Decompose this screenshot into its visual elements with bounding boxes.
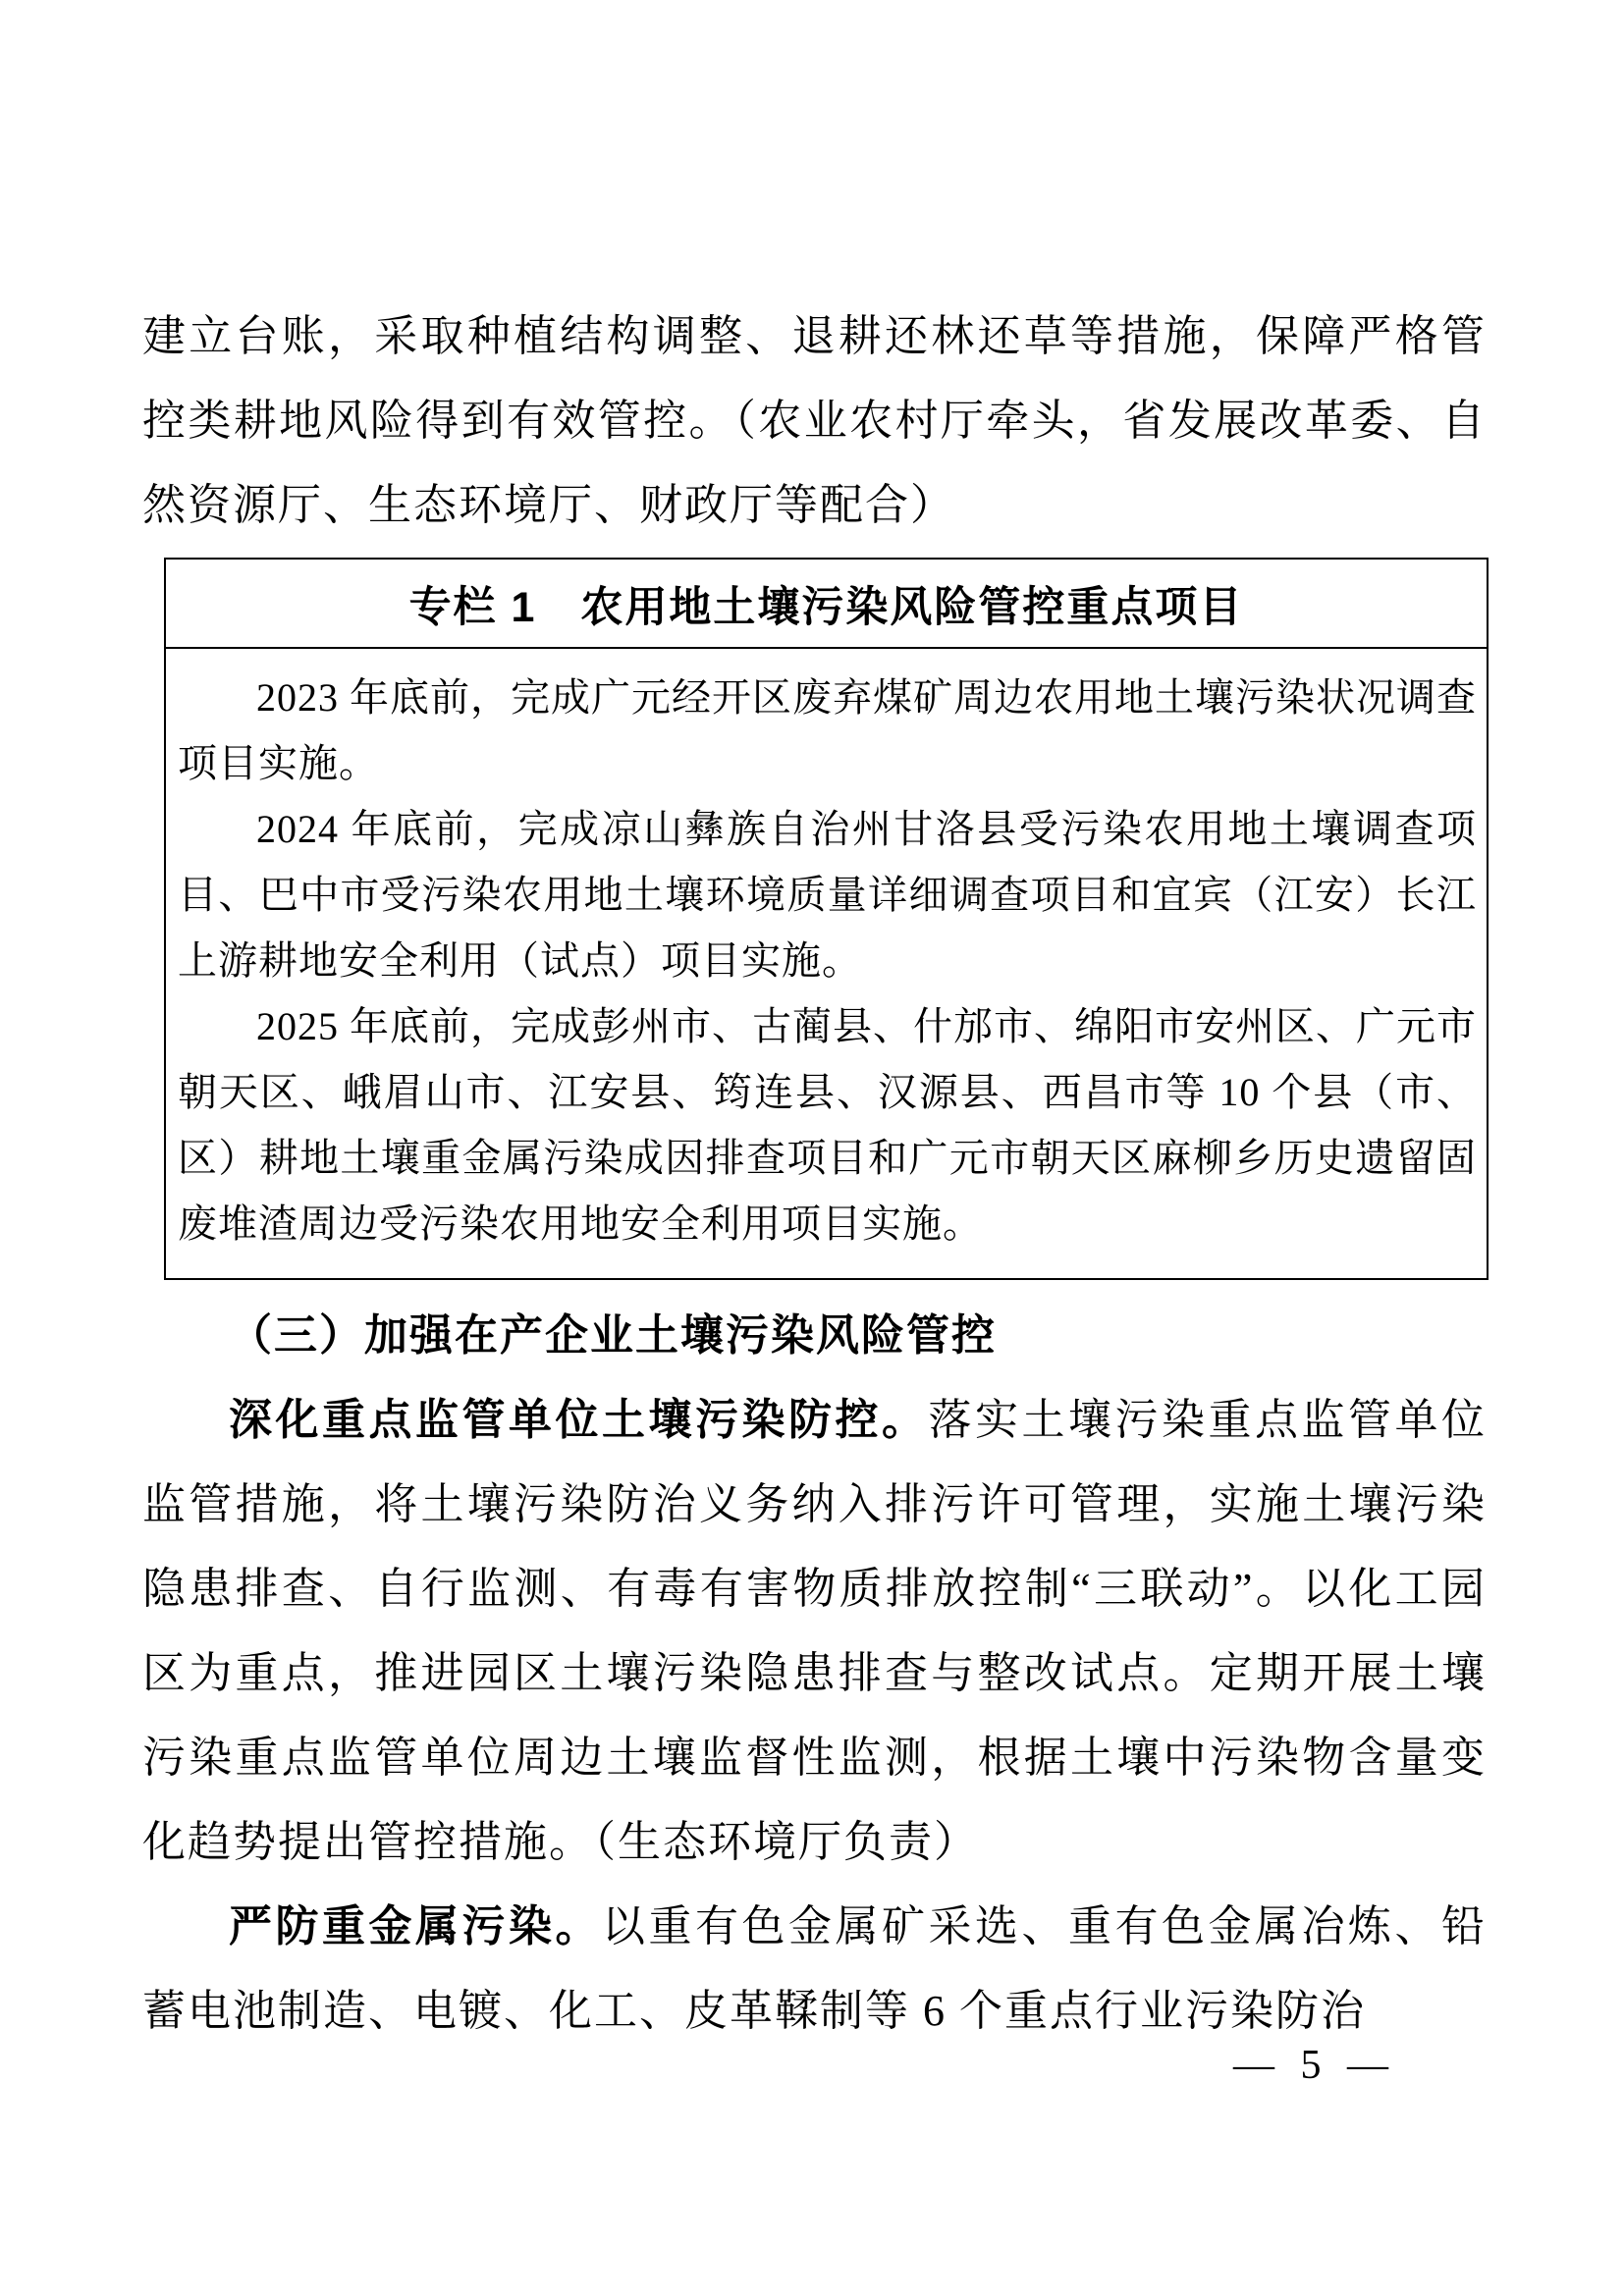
special-column-box [164, 558, 1489, 1280]
box-body [166, 649, 1487, 1278]
section-heading-3: （三）加强在产企业土壤污染风险管控 [229, 1311, 997, 1360]
box-item-2024: 2024 年底前，完成凉山彝族自治州甘洛县受污染农用地土壤调查项目、巴中市受污染农用地土壤环境质量详细调查项目和宜宾（江安）长江上游耕地安全利用（试点）项目实施。 [178, 807, 1477, 983]
paragraph-supervision-text: 落实土壤污染重点监管单位监管措施，将土壤污染防治义务纳入排污许可管理，实施土壤污染隐患排查、自行监测、有毒有害物质排放控制“三联动”。以化工园区为重点，推进园区土壤污染隐患排查与整改试点。定期开展土壤污染重点监管单位周边土壤监督性监测，根据土壤中污染物含量变化趋势提出管控措施。（生态环境厅负责） [142, 1396, 1487, 1866]
paragraph-supervision [142, 1378, 1487, 1885]
box-item-2025: 2025 年底前，完成彭州市、古蔺县、什邡市、绵阳市安州区、广元市朝天区、峨眉山市、江安县、筠连县、汉源县、西昌市等 10 个县（市、区）耕地土壤重金属污染成因排查项目和广元市朝天区麻柳乡历史遗留固废堆渣周边受污染农用地安全利用项目实施。 [178, 1004, 1477, 1246]
paragraph-heavy-metal-text: 以重有色金属矿采选、重有色金属冶炼、铅蓄电池制造、电镀、化工、皮革鞣制等 6 个重点行业污染防治 [142, 1902, 1487, 2035]
paragraph-heavy-metal [142, 1885, 1487, 2054]
box-title: 专栏 1 农用地土壤污染风险管控重点项目 [166, 560, 1487, 649]
page-number: — 5 — [1233, 2043, 1396, 2088]
paragraph-continuation: 建立台账，采取种植结构调整、退耕还林还草等措施，保障严格管控类耕地风险得到有效管控。（农业农村厅牵头，省发展改革委、自然资源厅、生态环境厅、财政厅等配合） [142, 312, 1487, 529]
paragraph-supervision-lead: 深化重点监管单位土壤污染防控。 [229, 1396, 929, 1444]
paragraph-heavy-metal-lead: 严防重金属污染。 [229, 1902, 602, 1950]
box-item-2023: 2023 年底前，完成广元经开区废弃煤矿周边农用地土壤污染状况调查项目实施。 [178, 675, 1477, 785]
